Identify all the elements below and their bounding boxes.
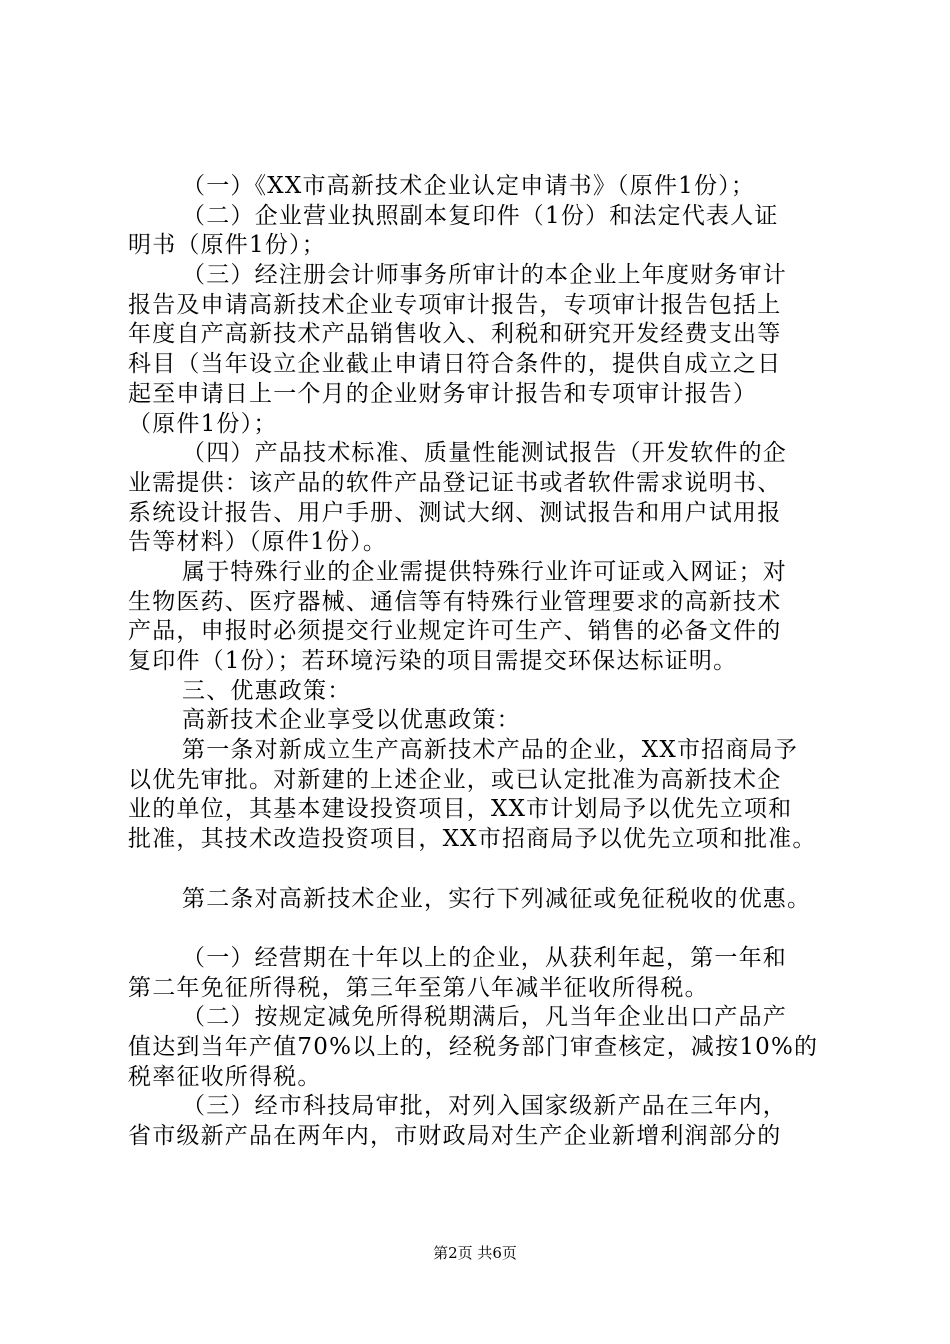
paragraph-line: （原件1份）；: [128, 410, 278, 437]
paragraph-line: 第二年免征所得税，第三年至第八年减半征收所得税。: [128, 974, 709, 1001]
paragraph-line: 起至申请日上一个月的企业财务审计报告和专项审计报告）: [128, 380, 758, 407]
paragraph-line: 系统设计报告、用户手册、测试大纲、测试报告和用户试用报: [128, 499, 782, 526]
page-number-footer: 第2页 共6页: [433, 1244, 517, 1262]
paragraph-line: （二）企业营业执照副本复印件（1份）和法定代表人证: [182, 202, 779, 229]
paragraph-line: 产品，申报时必须提交行业规定许可生产、销售的必备文件的: [128, 618, 782, 645]
paragraph-line: （一）经营期在十年以上的企业，从获利年起，第一年和: [182, 944, 787, 971]
paragraph-gap: [128, 855, 833, 885]
document-body: [128, 172, 833, 1152]
section-heading: 三、优惠政策：: [182, 677, 352, 704]
paragraph-line: 批准，其技术改造投资项目，XX市招商局予以优先立项和批准。: [128, 826, 817, 853]
paragraph-line: 年度自产高新技术产品销售收入、利税和研究开发经费支出等: [128, 321, 782, 348]
paragraph-line: 以优先审批。对新建的上述企业，或已认定批准为高新技术企: [128, 766, 782, 793]
paragraph-line: （三）经市科技局审批，对列入国家级新产品在三年内，: [182, 1093, 787, 1120]
paragraph-line: 值达到当年产值70%以上的，经税务部门审查核定，减按10%的: [128, 1033, 819, 1060]
paragraph-line: （三）经注册会计师事务所审计的本企业上年度财务审计: [182, 262, 787, 289]
paragraph-line: 业的单位，其基本建设投资项目，XX市计划局予以优先立项和: [128, 796, 793, 823]
paragraph-line: （四）产品技术标准、质量性能测试报告（开发软件的企: [182, 440, 787, 467]
paragraph-line: 告等材料）（原件1份）。: [128, 529, 388, 556]
paragraph-line: 科目（当年设立企业截止申请日符合条件的，提供自成立之日: [128, 351, 782, 378]
paragraph-line: 生物医药、医疗器械、通信等有特殊行业管理要求的高新技术: [128, 588, 782, 615]
paragraph-line: 高新技术企业享受以优惠政策：: [182, 707, 521, 734]
paragraph-line: 第二条对高新技术企业，实行下列减征或免征税收的优惠。: [182, 885, 812, 912]
paragraph-line: 属于特殊行业的企业需提供特殊行业许可证或入网证；对: [182, 558, 787, 585]
paragraph-line: 明书（原件1份）；: [128, 232, 326, 259]
paragraph-line: （二）按规定减免所得税期满后，凡当年企业出口产品产: [182, 1004, 787, 1031]
paragraph-line: （一）《XX市高新技术企业认定申请书》（原件1份）；: [182, 173, 756, 199]
paragraph-line: 业需提供：该产品的软件产品登记证书或者软件需求说明书、: [128, 469, 782, 496]
paragraph-line: 省市级新产品在两年内，市财政局对生产企业新增利润部分的: [128, 1123, 782, 1149]
paragraph-gap: [128, 914, 833, 944]
paragraph-line: 第一条对新成立生产高新技术产品的企业，XX市招商局予: [182, 737, 798, 764]
paragraph-line: 复印件（1份）；若环境污染的项目需提交环保达标证明。: [128, 648, 738, 674]
paragraph-line: 报告及申请高新技术企业专项审计报告，专项审计报告包括上: [128, 291, 782, 318]
paragraph-line: 税率征收所得税。: [128, 1063, 322, 1090]
